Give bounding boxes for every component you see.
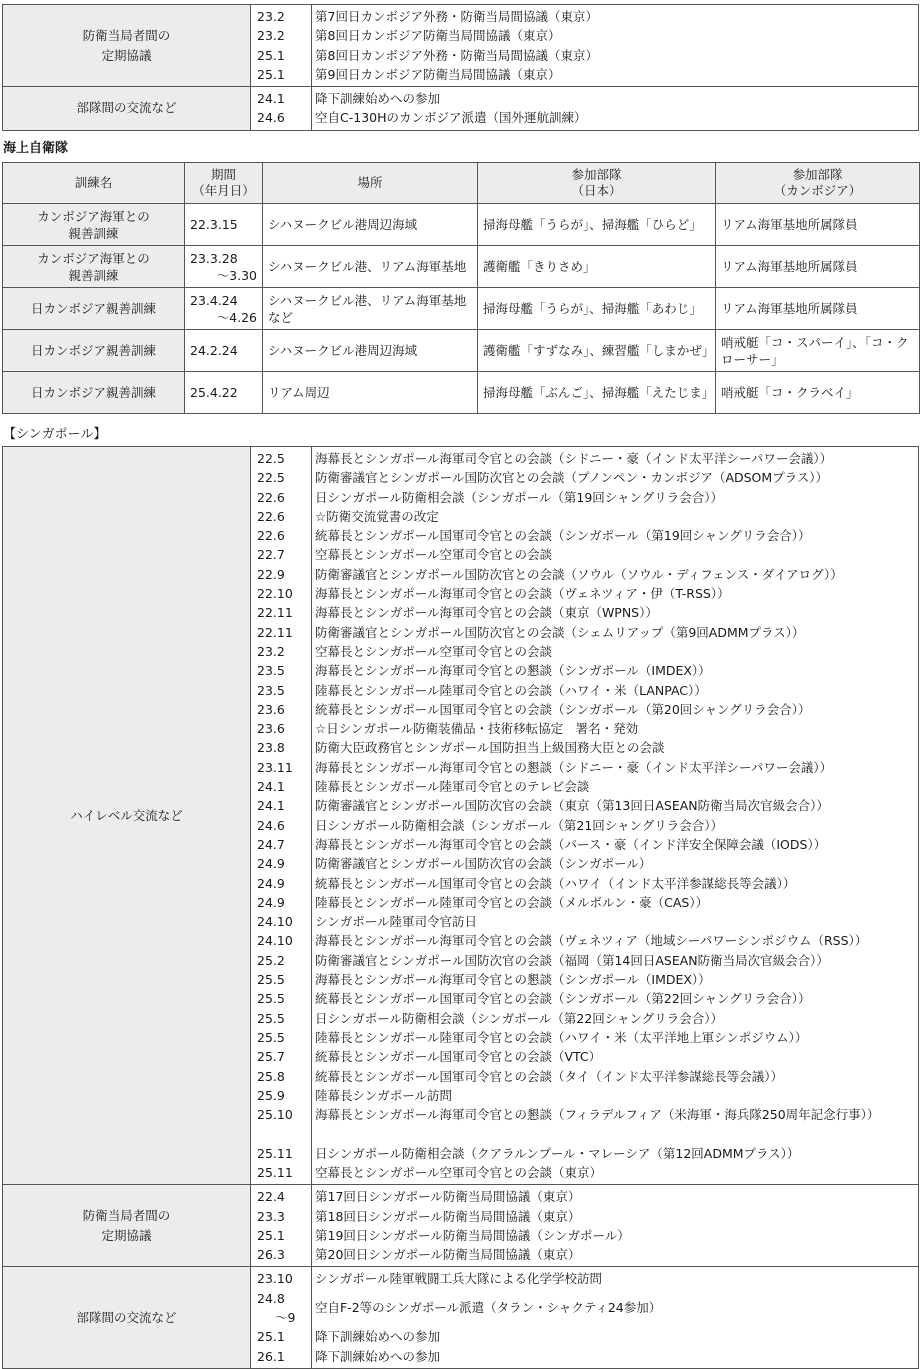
entry-date: 25.11	[257, 1145, 293, 1161]
entry-date: 25.7	[257, 1049, 285, 1065]
entry-text: ☆日シンガポール防衛装備品・技術移転協定 署名・発効	[315, 721, 639, 737]
entry-date: 22.9	[257, 566, 285, 582]
header-units-japan	[478, 163, 716, 204]
entry-text: 海幕長とシンガポール海軍司令官との懇談（フィラデルフィア（米海軍・海兵隊250周年記念行事））	[315, 1107, 880, 1123]
header-line: （カンボジア）	[773, 183, 862, 198]
entry-date: 25.1	[257, 1329, 285, 1345]
place-cell: シハヌークビル港周辺海域	[263, 330, 478, 372]
category-cell	[3, 5, 251, 87]
table-row	[3, 246, 920, 288]
entry-text: 海幕長とシンガポール海軍司令官との懇談（シンガポール（IMDEX））	[315, 972, 711, 988]
entry-date: 24.9	[257, 856, 285, 872]
entry-text: 海幕長とシンガポール海軍司令官との懇談（シンガポール（IMDEX））	[315, 663, 711, 679]
entry-text: 海幕長とシンガポール海軍司令官との会談（パース・豪（インド洋安全保障会議（IODS））	[315, 836, 827, 852]
entry-text: 防衛審議官とシンガポール国防次官との会談（シェムリアップ（第9回ADMMプラス））	[315, 624, 805, 640]
entry-date: 22.4	[257, 1189, 285, 1205]
category-cell	[3, 1185, 251, 1267]
period-cell	[185, 372, 263, 414]
entry-date: 22.10	[257, 586, 293, 602]
category-label-line: 防衛当局者間の	[82, 27, 171, 43]
entry-text: 海幕長とシンガポール海軍司令官との会談（シドニー・豪（インド太平洋シーパワー会議））	[315, 451, 833, 466]
place-cell: シハヌークビル港周辺海域	[263, 204, 478, 246]
units-japan-cell: 護衛艦「きりさめ」	[478, 246, 716, 288]
header-line: （年月日）	[192, 183, 255, 198]
header-line: 参加部隊	[792, 167, 843, 182]
entry-date: 25.8	[257, 1068, 285, 1084]
entry-date: 23.8	[257, 740, 285, 756]
entry-date: 24.10	[257, 933, 293, 949]
header-place: 場所	[263, 163, 478, 204]
entry-text: 空自C-130Hのカンボジア派遣（国外運航訓練）	[315, 110, 587, 126]
entry-text: 海幕長とシンガポール海軍司令官との懇談（シドニー・豪（インド太平洋シーパワー会議））	[315, 759, 833, 775]
entry-date: 23.3	[257, 1208, 285, 1224]
table-row	[3, 5, 919, 87]
entry-date: 24.8	[257, 1290, 285, 1306]
training-table	[2, 162, 920, 414]
category-label-line: 定期協議	[101, 1227, 152, 1243]
units-japan-cell: 掃海母艦「うらが」、掃海艦「ひらど」	[478, 204, 716, 246]
entry-text: 防衛審議官とシンガポール国防次官との会談（ソウル（ソウル・ディフェンス・ダイアログ））	[315, 566, 843, 582]
entry-date: 22.11	[257, 624, 293, 640]
entry-text: 降下訓練始めへの参加	[315, 91, 441, 107]
place-cell: シハヌークビル港、リアム海軍基地など	[263, 288, 478, 330]
entry-text: 空幕長とシンガポール空軍司令官との会談	[315, 643, 552, 659]
category-label-line: 部隊間の交流など	[76, 1309, 177, 1325]
entry-text: 空幕長とシンガポール空軍司令官との会談（東京）	[315, 1164, 602, 1180]
training-name-cell	[3, 246, 185, 288]
entry-text: ☆防衛交流覚書の改定	[315, 508, 439, 524]
entry-text: 第7回日カンボジア外務・防衛当局間協議（東京）	[315, 9, 598, 24]
entry-date: 24.10	[257, 914, 293, 930]
entry-cell	[312, 1185, 919, 1267]
entry-date: 22.5	[257, 470, 285, 486]
entry-text: シンガポール陸軍戦闘工兵大隊による化学学校訪問	[315, 1271, 602, 1287]
entry-date: 23.6	[257, 721, 285, 737]
entry-date: 25.5	[257, 972, 285, 988]
training-name-cell	[3, 288, 185, 330]
entry-date: 23.6	[257, 701, 285, 717]
training-name-cell	[3, 372, 185, 414]
category-cell	[3, 1267, 251, 1368]
entry-date: 24.7	[257, 836, 285, 852]
table-row	[3, 372, 920, 414]
entry-text: 統幕長とシンガポール国軍司令官との会談（シンガポール（第19回シャングリラ会合））	[315, 528, 811, 544]
entry-text: 統幕長とシンガポール国軍司令官との会談（タイ（インド太平洋参謀総長等会議））	[315, 1068, 783, 1084]
entry-date: ～9	[275, 1310, 296, 1326]
singapore-exchange-table	[2, 446, 919, 1369]
training-name-line: 親善訓練	[68, 225, 119, 241]
entry-date: 24.1	[257, 779, 285, 795]
entry-text: 統幕長とシンガポール国軍司令官との会談（シンガポール（第20回シャングリラ会合））	[315, 701, 811, 717]
units-japan-cell: 掃海母艦「うらが」、掃海艦「あわじ」	[478, 288, 716, 330]
entry-text: 第8回日カンボジア外務・防衛当局間協議（東京）	[315, 47, 598, 63]
training-name-line: 親善訓練	[68, 267, 119, 283]
category-label-line: 部隊間の交流など	[76, 100, 177, 116]
entry-date: 25.9	[257, 1087, 285, 1103]
entry-text: 空自F-2等のシンガポール派遣（タラン・シャクティ24参加）	[315, 1299, 662, 1315]
entry-date: 22.11	[257, 605, 293, 621]
category-cell	[3, 447, 251, 1185]
entry-date: 23.10	[257, 1271, 293, 1287]
date-cell	[251, 1267, 312, 1368]
header-line: 参加部隊	[571, 167, 622, 182]
entry-text: 第20回日シンガポール防衛当局間協議（東京）	[315, 1247, 581, 1263]
entry-text: 防衛大臣政務官とシンガポール国防担当上級国務大臣との会談	[315, 740, 665, 756]
entry-date: 26.3	[257, 1247, 285, 1263]
training-name-cell	[3, 204, 185, 246]
entry-text: 日シンガポール防衛相会談（シンガポール（第21回シャングリラ会合））	[315, 817, 724, 833]
entry-date: 25.5	[257, 1010, 285, 1026]
entry-text: 第17回日シンガポール防衛当局間協議（東京）	[315, 1189, 581, 1205]
entry-date: 24.1	[257, 91, 285, 107]
place-cell: リアム周辺	[263, 372, 478, 414]
entry-text: 陸幕長とシンガポール陸軍司令官との会談（ハワイ・米（LANPAC））	[315, 682, 707, 698]
units-japan-cell: 掃海母艦「ぶんご」、掃海艦「えたじま」	[478, 372, 716, 414]
entry-text: 海幕長とシンガポール海軍司令官との会談（ヴェネツィア・伊（T-RSS））	[315, 586, 730, 602]
date-cell	[251, 5, 312, 87]
category-label-line: ハイレベル交流など	[70, 807, 183, 823]
units-cambodia-cell: リアム海軍基地所属隊員	[716, 204, 920, 246]
place-cell: シハヌークビル港、リアム海軍基地	[263, 246, 478, 288]
entry-text: 統幕長とシンガポール国軍司令官との会談（VTC）	[315, 1049, 602, 1065]
table-row	[3, 87, 919, 131]
entry-date: 23.2	[257, 28, 285, 44]
header-units-cambodia	[716, 163, 920, 204]
entry-text: 空幕長とシンガポール空軍司令官との会談	[315, 547, 552, 563]
entry-text: 日シンガポール防衛相会談（シンガポール（第19回シャングリラ会合））	[315, 489, 724, 505]
units-japan-cell: 護衛艦「すずなみ」、練習艦「しまかぜ」	[478, 330, 716, 372]
training-name-cell	[3, 330, 185, 372]
cambodia-exchange-table	[2, 4, 919, 131]
entry-date: 26.1	[257, 1348, 285, 1364]
entry-date: 25.1	[257, 47, 285, 63]
category-label-line: 防衛当局者間の	[82, 1207, 171, 1223]
period-line: ～4.26	[216, 309, 257, 325]
date-cell	[251, 1185, 312, 1267]
entry-date: 24.6	[257, 817, 285, 833]
entry-text: 防衛審議官とシンガポール国防次官の会談（シンガポール）	[315, 856, 652, 872]
section-title-maritime: 海上自衛隊	[3, 141, 69, 156]
training-name-line: 日カンボジア親善訓練	[30, 301, 156, 316]
entry-text: 統幕長とシンガポール国軍司令官との会談（ハワイ（インド太平洋参謀総長等会議））	[315, 875, 796, 891]
entry-date: 24.9	[257, 894, 285, 910]
entry-date: 25.2	[257, 952, 285, 968]
entry-date: 23.5	[257, 682, 285, 698]
training-name-line: 日カンボジア親善訓練	[30, 385, 156, 400]
entry-text: 第8回日カンボジア防衛当局間協議（東京）	[315, 28, 561, 44]
entry-text: 防衛審議官とシンガポール国防次官の会談（東京（第13回日ASEAN防衛当局次官級会合））	[315, 798, 829, 814]
entry-date: 22.6	[257, 528, 285, 544]
header-line: 期間	[210, 167, 236, 182]
units-cambodia-cell: リアム海軍基地所属隊員	[716, 246, 920, 288]
entry-text: 日シンガポール防衛相会談（シンガポール（第22回シャングリラ会合））	[315, 1010, 724, 1026]
units-cambodia-cell: 哨戒艇「コ・スパーイ」、「コ・クローサー」	[716, 330, 920, 372]
table-row	[3, 204, 920, 246]
entry-text: 防衛審議官とシンガポール国防次官の会談（福岡（第14回日ASEAN防衛当局次官級会合））	[315, 952, 829, 968]
category-cell	[3, 87, 251, 131]
header-period	[185, 163, 263, 204]
entry-text: 海幕長とシンガポール海軍司令官との会談（東京（WPNS））	[315, 605, 658, 621]
entry-date: 23.11	[257, 759, 293, 775]
period-line: 23.3.28	[190, 250, 238, 266]
entry-text: 陸幕長シンガポール訪問	[315, 1087, 452, 1103]
entry-cell	[312, 87, 919, 131]
entry-text: 第9回日カンボジア防衛当局間協議（東京）	[315, 66, 561, 82]
entry-date: 25.10	[257, 1107, 293, 1123]
date-cell	[251, 447, 312, 1185]
entry-text: 第19回日シンガポール防衛当局間協議（シンガポール）	[315, 1227, 630, 1243]
table-header-row	[3, 163, 920, 204]
section-title-singapore: 【シンガポール】	[3, 427, 107, 442]
category-label-line: 定期協議	[101, 47, 152, 63]
table-row	[3, 330, 920, 372]
entry-date: 23.5	[257, 663, 285, 679]
period-line: 24.2.24	[190, 343, 238, 358]
entry-date: 24.1	[257, 798, 285, 814]
entry-date: 22.6	[257, 489, 285, 505]
header-line: （日本）	[571, 183, 622, 198]
table-row	[3, 447, 919, 1185]
entry-date: 23.2	[257, 9, 285, 24]
entry-text: 降下訓練始めへの参加	[315, 1329, 441, 1345]
period-cell	[185, 288, 263, 330]
entry-date: 25.1	[257, 66, 285, 82]
period-line: ～3.30	[216, 267, 257, 283]
entry-date: 22.6	[257, 508, 285, 524]
entry-date: 25.11	[257, 1164, 293, 1180]
entry-text: 陸幕長とシンガポール陸軍司令官との会談（ハワイ・米（太平洋地上軍シンポジウム））	[315, 1029, 808, 1045]
training-name-line: カンボジア海軍との	[37, 208, 150, 224]
period-cell	[185, 246, 263, 288]
period-line: 23.4.24	[190, 292, 238, 308]
entry-cell	[312, 5, 919, 87]
period-cell	[185, 204, 263, 246]
table-row	[3, 288, 920, 330]
entry-date: 22.5	[257, 451, 285, 466]
units-cambodia-cell: リアム海軍基地所属隊員	[716, 288, 920, 330]
entry-date: 25.1	[257, 1227, 285, 1243]
entry-text: 陸幕長とシンガポール陸軍司令官との会談（メルボルン・豪（CAS））	[315, 894, 709, 910]
header-training-name: 訓練名	[3, 163, 185, 204]
entry-text: 降下訓練始めへの参加	[315, 1348, 441, 1364]
units-cambodia-cell: 哨戒艇「コ・クラベイ」	[716, 372, 920, 414]
entry-date: 24.9	[257, 875, 285, 891]
period-line: 25.4.22	[190, 385, 238, 400]
entry-text: 日シンガポール防衛相会談（クアラルンプール・マレーシア（第12回ADMMプラス））	[315, 1145, 800, 1161]
entry-text: 統幕長とシンガポール国軍司令官との会談（シンガポール（第22回シャングリラ会合））	[315, 991, 811, 1007]
entry-date: 25.5	[257, 991, 285, 1007]
entry-text: 海幕長とシンガポール海軍司令官との会談（ヴェネツィア（地域シーパワーシンポジウム（RSS））	[315, 933, 868, 949]
entry-text: 第18回日シンガポール防衛当局間協議（東京）	[315, 1208, 581, 1224]
entry-date: 25.5	[257, 1029, 285, 1045]
training-name-line: カンボジア海軍との	[37, 250, 150, 266]
entry-text: 防衛審議官とシンガポール国防次官との会談（プノンペン・カンボジア（ADSOMプラス））	[315, 470, 829, 486]
table-row	[3, 1267, 919, 1368]
entry-cell	[312, 1267, 919, 1368]
training-name-line: 日カンボジア親善訓練	[30, 343, 156, 358]
entry-text: シンガポール陸軍司令官訪日	[315, 914, 477, 930]
date-cell	[251, 87, 312, 131]
entry-date: 24.6	[257, 110, 285, 126]
entry-text: 陸幕長とシンガポール陸軍司令官とのテレビ会談	[315, 779, 590, 795]
entry-cell	[312, 447, 919, 1185]
period-line: 22.3.15	[190, 217, 238, 232]
entry-date: 23.2	[257, 643, 285, 659]
entry-date: 22.7	[257, 547, 285, 563]
period-cell	[185, 330, 263, 372]
table-row	[3, 1185, 919, 1267]
